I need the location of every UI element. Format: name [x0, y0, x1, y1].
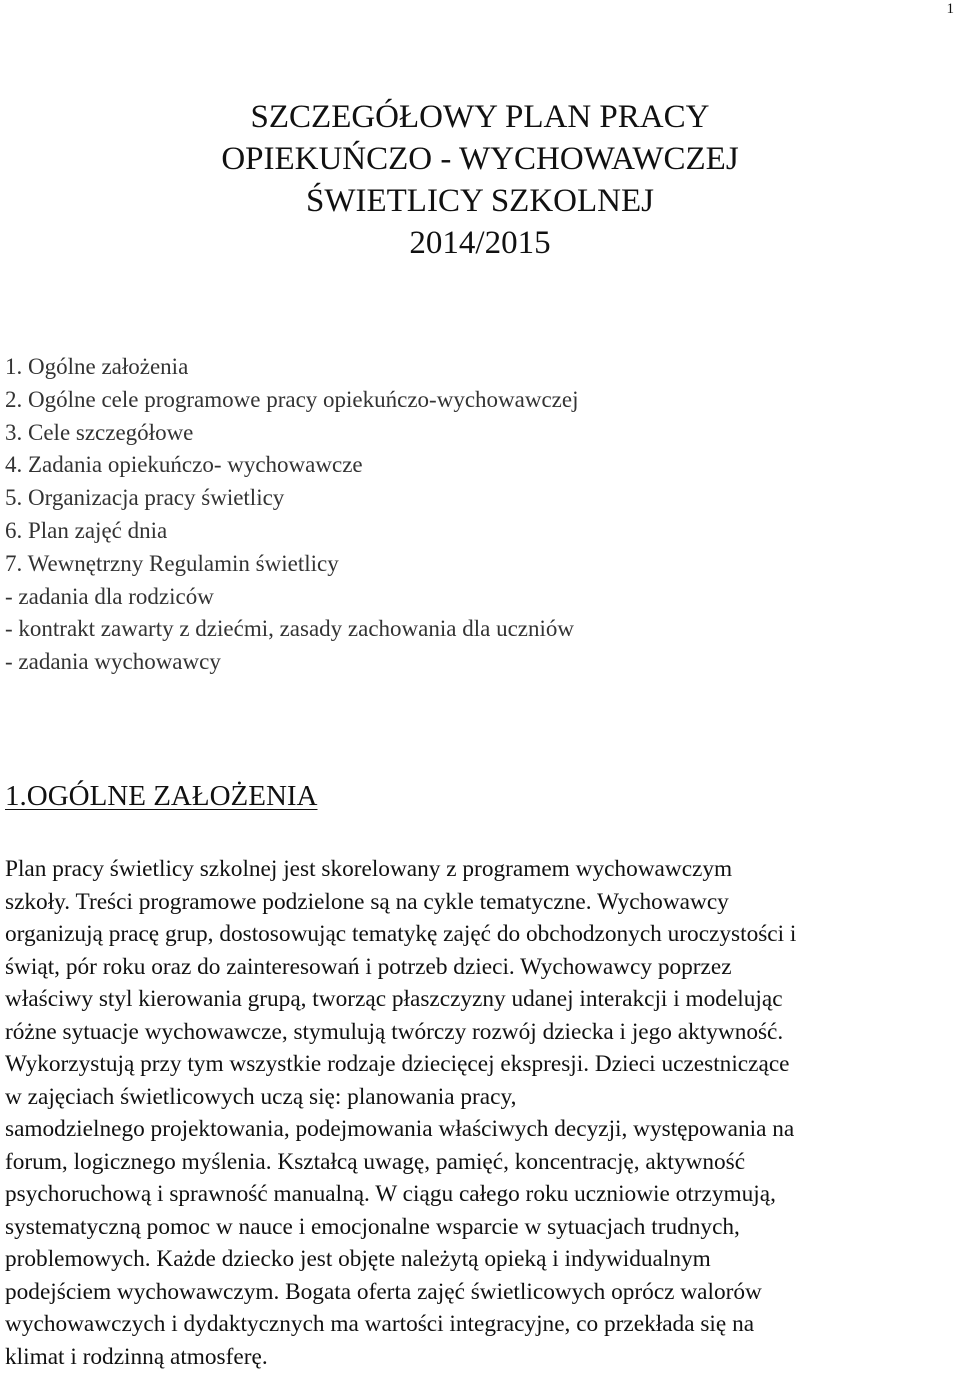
title-line: 2014/2015: [409, 225, 551, 261]
section-heading: 1.OGÓLNE ZAŁOŻENIA: [5, 780, 318, 812]
paragraph-line: forum, logicznego myślenia. Kształcą uwagę, pamięć, koncentrację, aktywność: [5, 1148, 746, 1175]
toc-item: 7. Wewnętrzny Regulamin świetlicy: [5, 550, 339, 576]
paragraph-line: wychowawczych i dydaktycznych ma wartości integracyjne, co przekłada się na: [5, 1311, 755, 1337]
toc-subitem: - kontrakt zawarty z dziećmi, zasady zachowania dla uczniów: [5, 616, 574, 642]
toc-item: 6. Plan zajęć dnia: [5, 517, 168, 543]
toc-subitem: - zadania wychowawcy: [5, 649, 221, 675]
paragraph-line: szkoły. Treści programowe podzielone są na cykle tematyczne. Wychowawcy: [5, 888, 729, 915]
body-paragraph: [5, 853, 960, 1373]
paragraph-line: Plan pracy świetlicy szkolnej jest skorelowany z programem wychowawczym: [5, 856, 733, 882]
paragraph-line: właściwy styl kierowania grupą, tworząc płaszczyzny udanej interakcji i modelując: [5, 986, 783, 1012]
title-line: OPIEKUŃCZO - WYCHOWAWCZEJ: [221, 141, 739, 177]
toc-subitem: - zadania dla rodziców: [5, 583, 214, 609]
toc-item: 1. Ogólne założenia: [5, 354, 189, 379]
toc-item: 4. Zadania opiekuńczo- wychowawcze: [5, 452, 363, 478]
paragraph-line: problemowych. Każde dziecko jest objęte należytą opieką i indywidualnym: [5, 1246, 711, 1272]
paragraph-line: klimat i rodzinną atmosferę.: [5, 1343, 268, 1370]
paragraph-line: w zajęciach świetlicowych uczą się: planowania pracy,: [5, 1083, 517, 1110]
toc-item: 2. Ogólne cele programowe pracy opiekuńczo-wychowawczej: [5, 386, 579, 412]
paragraph-line: organizują pracę grup, dostosowując tematykę zajęć do obchodzonych uroczystości i: [5, 921, 797, 947]
title-line: SZCZEGÓŁOWY PLAN PRACY: [250, 99, 710, 135]
table-of-contents: [5, 351, 578, 679]
paragraph-line: systematyczną pomoc w nauce i emocjonalne wsparcie w sytuacjach trudnych,: [5, 1213, 740, 1240]
document-title: [0, 96, 960, 264]
toc-item: 5. Organizacja pracy świetlicy: [5, 485, 285, 511]
title-line: ŚWIETLICY SZKOLNEJ: [306, 183, 654, 219]
page-number: 1: [946, 1, 954, 17]
paragraph-line: samodzielnego projektowania, podejmowania właściwych decyzji, występowania na: [5, 1116, 795, 1142]
paragraph-line: podejściem wychowawczym. Bogata oferta zajęć świetlicowych oprócz walorów: [5, 1278, 762, 1305]
paragraph-line: Wykorzystują przy tym wszystkie rodzaje dziecięcej ekspresji. Dzieci uczestniczące: [5, 1051, 790, 1077]
paragraph-line: różne sytuacje wychowawcze, stymulują twórczy rozwój dziecka i jego aktywność.: [5, 1018, 784, 1045]
paragraph-line: psychoruchową i sprawność manualną. W ciągu całego roku uczniowie otrzymują,: [5, 1181, 776, 1207]
toc-item: 3. Cele szczegółowe: [5, 419, 194, 445]
paragraph-line: świąt, pór roku oraz do zainteresowań i potrzeb dzieci. Wychowawcy poprzez: [5, 953, 732, 980]
